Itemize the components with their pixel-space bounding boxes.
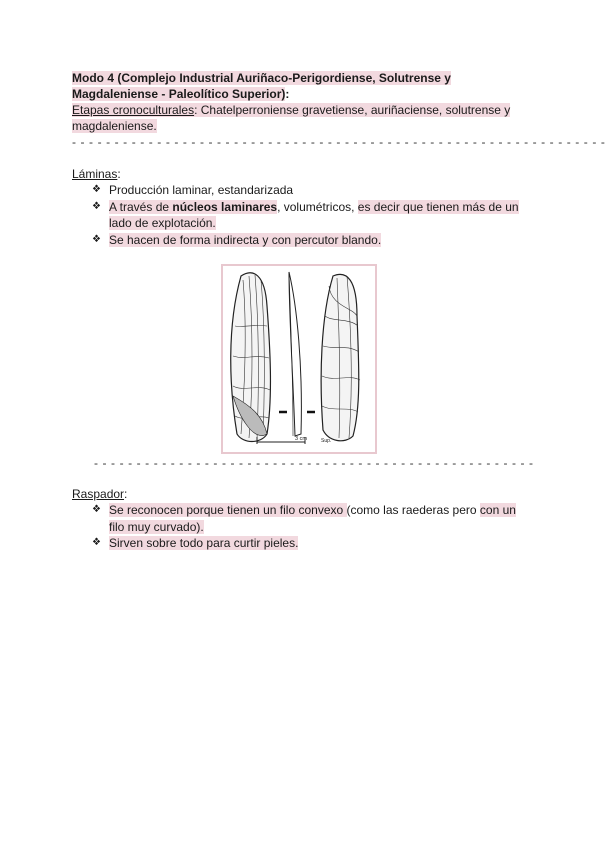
- separator-1: - - - - - - - - - - - - - - - - - - - - - - - - - - - - - - - - - - - - - - - - - - - - - - - - - - - - - - - - - - - - - - -: [72, 135, 605, 149]
- title-colon: :: [285, 87, 290, 101]
- raspador-item-1-hl: Se reconocen porque tienen un filo convexo: [109, 503, 347, 517]
- list-item: [94, 232, 532, 249]
- etapas-colon: :: [194, 103, 198, 117]
- section-title: [72, 70, 532, 102]
- etapas-paragraph: [72, 102, 532, 134]
- list-item: [94, 535, 532, 552]
- raspador-item-2: Sirven sobre todo para curtir pieles.: [109, 536, 299, 550]
- laminas-item-1: Producción laminar, estandarizada: [109, 183, 294, 197]
- raspador-label: Raspador: [72, 487, 125, 501]
- figure-annotation: Sup.: [321, 438, 332, 444]
- diamond-bullet-icon: ❖: [92, 184, 101, 195]
- list-item: [94, 182, 532, 199]
- diamond-bullet-icon: ❖: [92, 200, 101, 212]
- list-item: [94, 502, 532, 535]
- raspador-list: [72, 502, 532, 552]
- flint-drawing: [223, 266, 375, 452]
- etapas-label: Etapas cronoculturales: [72, 103, 195, 117]
- list-item: [94, 199, 532, 232]
- laminas-colon: :: [117, 167, 121, 181]
- etapas-text-1: Chatelperroniense gravetiense, auriñaciense, solutrense y: [197, 103, 511, 117]
- etapas-text-2: magdaleniense.: [72, 119, 157, 133]
- scale-label: 3 cm: [295, 436, 307, 442]
- laminas-item-2-line2: lado de explotación.: [109, 216, 216, 230]
- laminas-item-2-mid: , volumétricos,: [277, 199, 358, 214]
- diamond-bullet-icon: ❖: [92, 504, 101, 515]
- title-line-1: Modo 4 (Complejo Industrial Auriñaco-Perigordiense, Solutrense y: [72, 71, 451, 85]
- raspador-item-1-line2: filo muy curvado).: [109, 519, 204, 534]
- raspador-heading: [72, 486, 532, 502]
- title-line-2: Magdaleniense - Paleolítico Superior): [72, 87, 286, 101]
- notes-page: [72, 70, 605, 248]
- raspador-item-1-hl2: con un: [479, 503, 516, 517]
- laminas-item-2-bold: núcleos laminares: [172, 199, 278, 214]
- blade-core-illustration: [221, 264, 377, 454]
- raspador-item-1-plain: (como las raederas pero: [346, 503, 480, 517]
- separator-2: - - - - - - - - - - - - - - - - - - - - - - - - - - - - - - - - - - - - - - - - - - - - - - - - - - - -: [94, 456, 534, 470]
- laminas-list: [72, 182, 532, 248]
- raspador-section: [72, 486, 532, 552]
- laminas-label: Láminas: [72, 167, 118, 181]
- diamond-bullet-icon: ❖: [92, 537, 101, 548]
- laminas-item-3: Se hacen de forma indirecta y con percutor blando.: [109, 232, 382, 247]
- laminas-item-2-hl: es decir que tienen más de un: [357, 199, 519, 214]
- raspador-colon: :: [124, 487, 128, 501]
- laminas-item-2-prefix: A través de: [109, 199, 173, 214]
- laminas-heading: [72, 166, 532, 182]
- diamond-bullet-icon: ❖: [92, 233, 101, 245]
